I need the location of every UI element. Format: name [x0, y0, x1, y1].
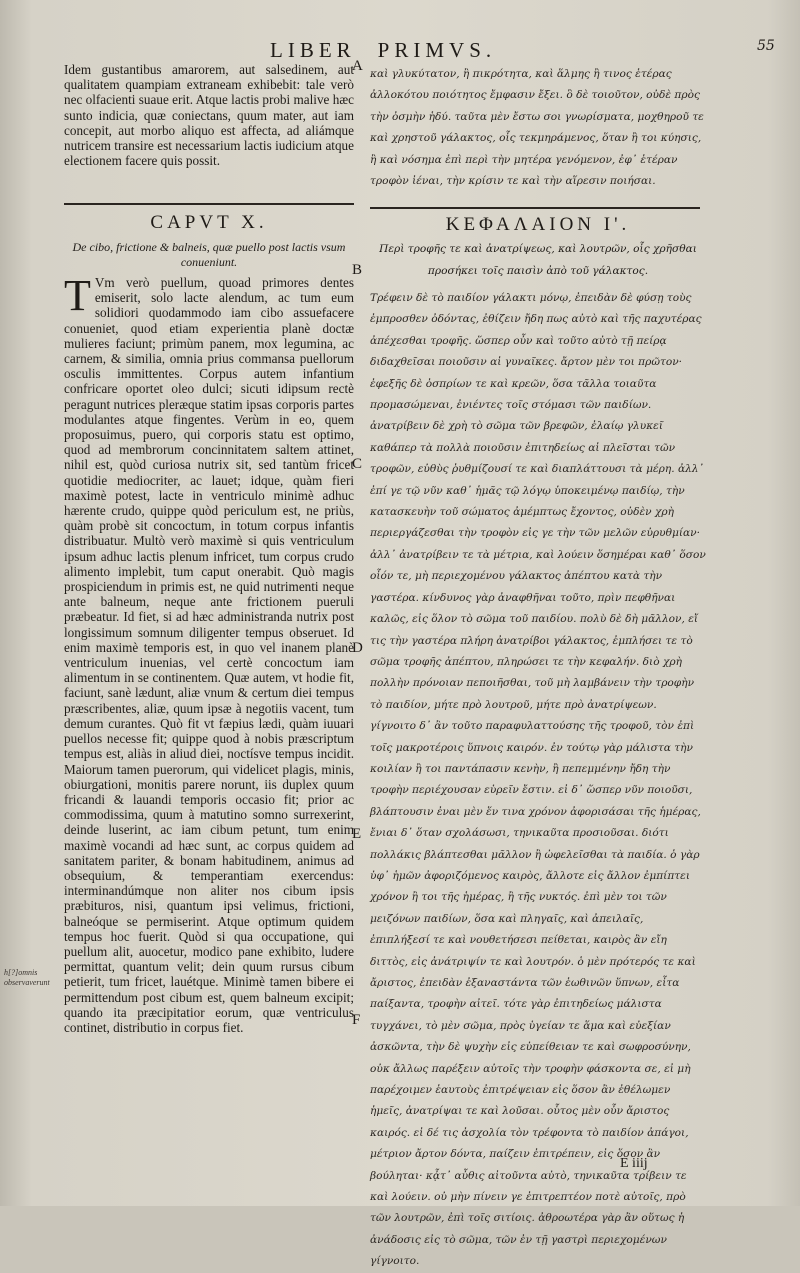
margin-marker-c: C — [352, 456, 363, 472]
signature-mark: E iiij — [620, 1156, 648, 1171]
latin-chapter-subtitle: De cibo, frictione & balneis, quæ puello post lactis vsum conueniunt. — [72, 240, 346, 269]
latin-body-content: Vm verò puellum, quoad primores dentes emiserit, solo lacte alendum, ac tum eum solidiori quodammodo iam cibo assuefacere conueniet, quod etiam experientia planè doctæ mulieres faciunt; primùm panem, mox legumina, ac carnem, & similia, omnia prius commansa puellorum osculis immittentes. Corpus autem infantium confricare oportet oleo dulci; sicuti idipsum rectè peragunt nutrices pleræque statim ipsas corporis partes modulantes atque fingentes. Verùm in eo, quem proposuimus, puero, qui corporis statu est optimo, quod ad membrorum concinnitatem saltem attinet, nihil est, quòd curiosa nutrix sit, sed tantùm fricet quotidie mediocriter, ac lauet; idque, quàm fieri maximè potest, lacte in ventriculo minimè adhuc hærente crudo, quippe quòd periculum est, ne priùs, quàm probè sit concoctum, in totum corpus infantis distribuatur. Multò verò maximè si quis ventriculum ipsum adhuc lactis plenum infricet, tum corpus crudo alimento implebit, tum caput onerabit. Quò magis prospiciendum in primis est, ne quid nutrimenti neque ante balneum, neque ante frictionem pueruli præbeatur. Id fiet, si ad hæc administranda nutrix post longissimum somnum diligenter tempus obseruet. Id enim maximè temporis est, in quo vel inanem planè ventriculum inuenias, vel certè concoctum iam alimentum in se continentem. Quæ autem, vt hodie fit, faciunt, sanè lædunt, aliæ vnum & certum diei tempus præscribentes, aliæ, quum ipsæ à negotiis vacent, tum demum curantes. Quò fit vt fæpius lædi, quàm iuuari puellos necesse fit; quippe quod à nobis præscriptum tempus est, aliàs in aliud diei, noctísve tempus incidit. Maiorum tamen puerorum, qui videlicet plagis, minis, obiurgationi, monitis parere norunt, iis duplex quum fricandi & lauandi temporis occasio fit; prior ac commodissima, quum à matutino somno surrexerint, deinde luserint, ac iam cibum petunt, tum enim maximè vocandi ad hæc sunt, ac corpus quidem ad sanitatem pariter, & bonam habitudinem, animus ad obsequium, & temperantiam exercendus: interminandúmque non aliter nos cibum ipsis præbituros, nisi, quantum ipsi velimus, frictioni, balneóque se permiserint. Atque optimum quidem tempus hoc fuerit. Quòd si qua occupatione, qui puellum alit, auocetur, modico pane exhibito, ludere permittat, quantum velit; dein quum rursus cibum petierit, tum fricet, lauétque. Minimè tamen bibere ei permittendum post cibum est, quem balneum excipit; quando ita præcipitatior eorum, quæ ventriculus continet, distributio in corpus fiet. — [64, 275, 354, 1035]
margin-marker-d: D — [352, 640, 363, 656]
running-head-word-2: PRIMVS. — [377, 38, 497, 62]
greek-chapter-subtitle: Περὶ τροφῆς τε καὶ ἀνατρίψεως, καὶ λουτρῶν, οἷς χρῆσθαι προσήκει τοῖς παισὶν ἀπὸ τοῦ γάλακτος. — [379, 243, 697, 277]
greek-divider — [370, 207, 700, 209]
margin-marker-a: A — [352, 58, 363, 74]
greek-top-paragraph: καὶ γλυκύτατον, ἢ πικρότητα, καὶ ἅλμης ἢ τινος ἑτέρας ἀλλοκότου ποιότητος ἔμφασιν ἔξει. ὃ δὲ τοιοῦτον, οὐδὲ πρὸς τὴν ὀσμὴν ἡδύ. ταῦτα μὲν ἔστω σοι γνωρίσματα, μοχθηροῦ τε καὶ χρηστοῦ γάλακτος, οἷς τεκμηράμενος, ὅταν ἢ τοι κύησις, ἢ καὶ νόσημα ἐπὶ περὶ τὴν μητέρα γενόμενον, ἐφ᾽ ἑτέραν τροφὸν ἰέναι, τὴν κρίσιν τε καὶ τὴν αἵρεσιν ποιήσαι. — [370, 68, 704, 188]
latin-drop-cap: T — [64, 271, 91, 320]
greek-chapter-title: ΚΕΦΑΛΑΙΟΝ Ι'. — [445, 214, 631, 235]
running-head — [270, 38, 518, 63]
margin-marker-b: B — [352, 262, 363, 278]
latin-chapter-title: CAPVT X. — [150, 212, 268, 233]
margin-marker-e: E — [352, 826, 362, 842]
running-head-word-1: LIBER — [270, 38, 356, 62]
greek-body-text: Τρέφειν δὲ τὸ παιδίον γάλακτι μόνῳ, ἐπειδὰν δὲ φύσῃ τοὺς ἐμπροσθεν ὀδόντας, ἐθίζειν ἤδη πως αὐτὸ καὶ τῆς παχυτέρας ἀπέχεσθαι τροφῆς. ὥσπερ οὖν καὶ τοῦτο αὐτὸ τῇ πείρᾳ διδαχθεῖσαι ποιοῦσιν αἱ γυναῖκες. ἄρτον μὲν τοι πρῶτον· ἐφεξῆς δὲ ὀσπρίων τε καὶ κρεῶν, ὅσα τᾶλλα τοιαῦτα προμασώμεναι, ἐνιέντες τοῖς στόμασι τῶν παιδίων. ἀνατρίβειν δὲ χρὴ τὸ σῶμα τῶν βρεφῶν, ἐλαίῳ γλυκεῖ καθάπερ τὰ πολλὰ ποιοῦσιν ἐπιτηδείως αἱ πλεῖσται τῶν τροφῶν, εὐθὺς ῥυθμίζουσί τε καὶ διαπλάττουσι τὰ μέρη. ἀλλ᾽ ἐπί γε τῷ νῦν καθ᾽ ἡμᾶς τῷ λόγῳ ὑποκειμένῳ παιδίῳ, τὴν κατασκευὴν τοῦ σώματος ἀμέμπτως ἔχοντος, οὐδὲν χρὴ περιεργάζεσθαι τὴν τροφὸν εἰς γε τὴν τῶν μελῶν εὐρυθμίαν· ἀλλ᾽ ἀνατρίβειν τε τὰ μέτρια, καὶ λούειν ὅσημέραι καθ᾽ ὅσον οἷόν τε, μὴ περιεχομένου γάλακτος ἀπέπτου κατὰ τὴν γαστέρα. κίνδυνος γὰρ ἀναφθῆναι τοῦτο, πρὶν πεφθῆναι καλῶς, εἰς ὅλον τὸ σῶμα τοῦ παιδίου. πολὺ δὲ δὴ μᾶλλον, εἴ τις τὴν γαστέρα πλήρη ἀνατρίβοι γάλακτος, ἐμπλήσει τε τὸ σῶμα τροφῆς ἀπέπτου, πληρώσει τε τὴν κεφαλήν. διὸ χρὴ πολλὴν πρόνοιαν πεποιῆσθαι, τοῦ μὴ λαμβάνειν τὴν τροφὴν τὸ παιδίον, μήτε πρὸ λουτροῦ, μήτε πρὸ ἀνατρίψεων. γίγνοιτο δ᾽ ἂν τοῦτο παραφυλαττούσης τῆς τροφοῦ, τὸν ἐπὶ τοῖς μακροτέροις ὕπνοις καιρόν. ἐν τούτῳ γὰρ μάλιστα τὴν κοιλίαν ἢ τοι παντάπασιν κενὴν, ἢ πεπεμμένην ἤδη τὴν τροφὴν περιέχουσαν εὑρεῖν ἔστιν. εἰ δ᾽ ὥσπερ νῦν ποιοῦσι, βλάπτουσιν ἐναι μὲν ἕν τινα χρόνον ἀφορισάσαι τῆς ἡμέρας, ἔνιαι δ᾽ ὅταν σχολάσωσι, τηνικαῦτα προσιοῦσαι. διότι πολλάκις βλάπτεσθαι μᾶλλον ἢ ὠφελεῖσθαι τὰ παιδία. ὁ γὰρ ὑφ᾽ ἡμῶν ἀφοριζόμενος καιρὸς, ἄλλοτε εἰς ἄλλον ἐμπίπτει χρόνον ἢ τοι τῆς ἡμέρας, ἢ τῆς νυκτός. ἐπὶ μὲν τοι τῶν μειζόνων παιδίων, ὅσα καὶ πληγαῖς, καὶ ἀπειλαῖς, ἐπιπλήξεσί τε καὶ νουθετήσεσι πείθεται, καιρὸς ἂν εἴη διττὸς, εἰς ἀνάτριψίν τε καὶ λουτρόν. ὁ μὲν πρότερός τε καὶ ἄριστος, ἐπειδὰν ἐξαναστάντα τῶν ἑωθινῶν ὕπνων, εἶτα παίξαντα, τροφὴν αἰτεῖ. τότε γὰρ ἐπιτηδείως μάλιστα τυγχάνει, τὸ μὲν σῶμα, πρὸς ὑγείαν τε ἅμα καὶ εὐεξίαν ἀσκῶντα, τὴν δὲ ψυχὴν εἰς εὐπείθειαν τε καὶ σωφροσύνην, οὐκ ἄλλως παρέξειν αὐτοῖς τὴν τροφὴν φάσκοντα σε, εἰ μὴ παρέχοιμεν ἑαυτοὺς ἐπιτρέψειαν εἰς ὅσον ἂν ἐθέλωμεν ἡμεῖς, ἀνατρίψαι τε καὶ λοῦσαι. οὗτος μὲν οὖν ἄριστος καιρός. εἰ δέ τις ἀσχολία τὸν τρέφοντα τὸ παιδίον ἀπάγοι, μέτριον ἄρτον δόντα, παίζειν ἐπιτρέπειν, εἰς ὅσον ἂν βούληται· κᾆτ᾽ αὖθις αἰτοῦντα αὐτὸ, τηνικαῦτα τρίβειν τε καὶ λούειν. οὐ μὴν πίνειν γε ἐπιτρεπτέον ποτὲ αὐτοῖς, πρὸ τῶν λουτρῶν, ἐπὶ τοῖς σιτίοις. ἀθροωτέρα γὰρ ἂν οὕτως ἡ ἀνάδοσις εἰς τὸ σῶμα, τῶν ἐν τῇ γαστρὶ περιεχομένων γίγνοιτο. — [370, 292, 706, 1268]
latin-divider — [64, 203, 354, 205]
page-number: 55 — [757, 38, 775, 54]
latin-body-text — [64, 271, 354, 1155]
handwritten-margin-note: h[?]omnis observaverunt — [4, 968, 50, 987]
margin-marker-f: F — [352, 1012, 361, 1028]
latin-top-paragraph: Idem gustantibus amarorem, aut salsedinem, aut qualitatem quampiam extraneam exhibebit: tale verò nec olfacienti suaue erit. Atque lactis probi malive hæc sunto indicia, quæ coniectans, quum mater, aut iam concepit, aut morbo aliquo est affecta, ad aliámque nutricem transire est necessarium lactis iudicium atque electionem facere quis possit. — [64, 62, 354, 169]
